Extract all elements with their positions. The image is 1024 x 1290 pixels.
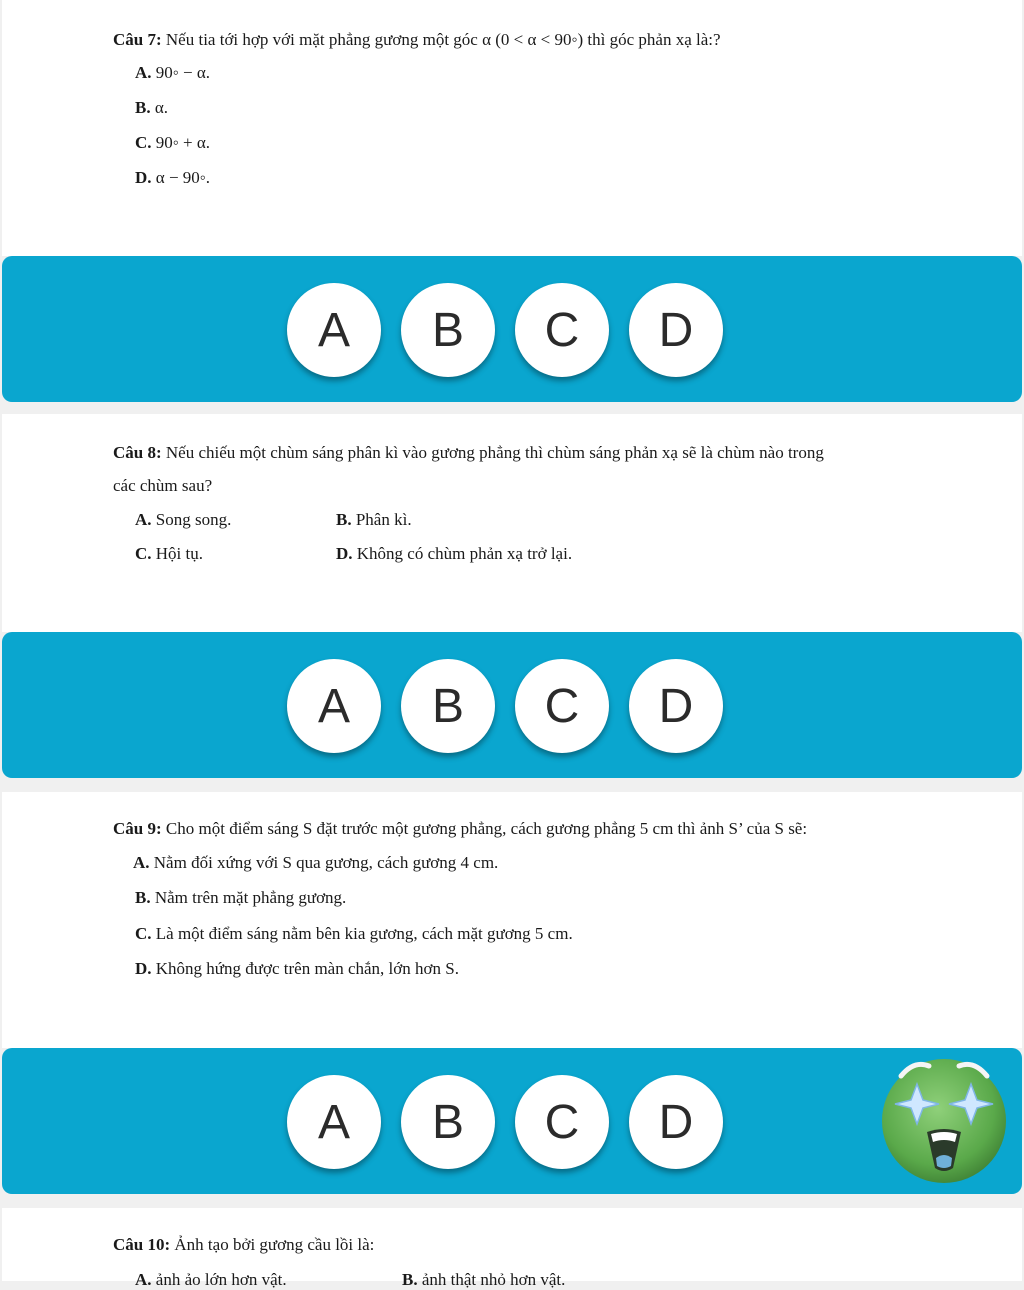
q7-option-c: C. 90◦ + α. xyxy=(135,133,211,152)
answer-button-d[interactable]: D xyxy=(629,659,723,753)
question-8-text-line2: các chùm sau? xyxy=(113,476,213,495)
answer-button-d[interactable]: D xyxy=(629,1075,723,1169)
answer-band-q8 xyxy=(2,632,1022,778)
answer-band-q7 xyxy=(2,256,1022,402)
q7-option-b: B. α. xyxy=(135,98,169,117)
answer-button-a[interactable]: A xyxy=(287,1075,381,1169)
q9-option-d: D. Không hứng được trên màn chắn, lớn hơn S. xyxy=(135,959,459,978)
question-8-text-line1: Câu 8: Nếu chiếu một chùm sáng phân kì vào gương phẳng thì chùm sáng phản xạ sẽ là chùm nào trong xyxy=(113,443,824,462)
q8-option-a: A. Song song. xyxy=(135,510,232,529)
question-9-text: Câu 9: Cho một điểm sáng S đặt trước một gương phẳng, cách gương phẳng 5 cm thì ảnh S’ của S sẽ: xyxy=(113,819,808,838)
answer-button-a[interactable]: A xyxy=(287,659,381,753)
q9-option-c: C. Là một điểm sáng nằm bên kia gương, cách mặt gương 5 cm. xyxy=(135,924,573,943)
q8-option-d: D. Không có chùm phản xạ trở lại. xyxy=(336,544,573,563)
star-struck-emoji-icon xyxy=(879,1046,1009,1186)
q9-option-a: A. Nằm đối xứng với S qua gương, cách gương 4 cm. xyxy=(133,853,499,872)
answer-button-c[interactable]: C xyxy=(515,283,609,377)
answer-band-q9 xyxy=(2,1048,1022,1194)
question-10-card xyxy=(2,1208,1022,1289)
answer-button-a[interactable]: A xyxy=(287,283,381,377)
q10-option-b: B. ảnh thật nhỏ hơn vật. xyxy=(402,1270,566,1289)
answer-button-b[interactable]: B xyxy=(401,283,495,377)
question-7-text: Câu 7: Nếu tia tới hợp với mặt phẳng gương một góc α (0 < α < 90◦) thì góc phản xạ là:? xyxy=(113,30,721,49)
question-10-text: Câu 10: Ảnh tạo bởi gương cầu lồi là: xyxy=(113,1235,375,1254)
answer-button-b[interactable]: B xyxy=(401,659,495,753)
q8-option-c: C. Hội tụ. xyxy=(135,544,204,563)
q8-option-b: B. Phân kì. xyxy=(336,510,412,529)
q7-option-a: A. 90◦ − α. xyxy=(135,63,211,82)
q7-option-d: D. α − 90◦. xyxy=(135,168,211,187)
q10-option-a: A. ảnh ảo lớn hơn vật. xyxy=(135,1270,287,1289)
answer-button-c[interactable]: C xyxy=(515,659,609,753)
answer-button-c[interactable]: C xyxy=(515,1075,609,1169)
answer-button-d[interactable]: D xyxy=(629,283,723,377)
q9-option-b: B. Nằm trên mặt phẳng gương. xyxy=(135,888,347,907)
question-7-card xyxy=(2,0,1022,256)
question-9-card xyxy=(2,792,1022,1048)
answer-button-b[interactable]: B xyxy=(401,1075,495,1169)
question-8-card xyxy=(2,414,1022,632)
